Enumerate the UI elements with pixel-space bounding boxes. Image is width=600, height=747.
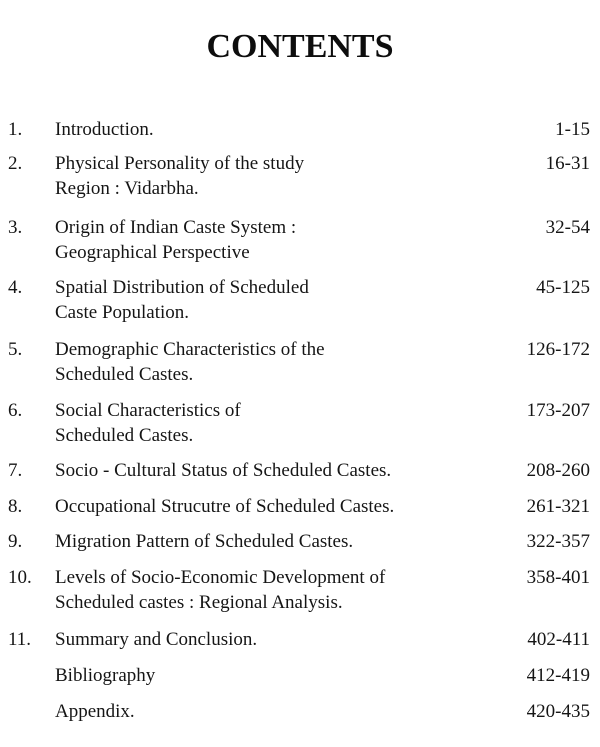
entry-number: 11. xyxy=(8,629,32,650)
entry-title-line: Caste Population. xyxy=(55,302,190,323)
entry-pages: 32-54 xyxy=(545,217,590,238)
entry-pages: 402-411 xyxy=(527,629,590,650)
entry-title xyxy=(55,494,495,519)
entry-title-line: Bibliography xyxy=(55,665,156,686)
entry-title-line: Introduction. xyxy=(55,119,154,140)
entry-number: 6. xyxy=(8,400,23,421)
entry-pages: 208-260 xyxy=(526,460,590,481)
entry-title-line: Spatial Distribution of Scheduled xyxy=(55,277,309,298)
entry-pages: 45-125 xyxy=(536,277,590,298)
entry-pages: 261-321 xyxy=(526,496,590,517)
entry-title xyxy=(55,627,495,652)
entry-title-line: Scheduled Castes. xyxy=(55,364,194,385)
entry-title-line: Socio - Cultural Status of Scheduled Castes. xyxy=(55,460,392,481)
entry-number: 5. xyxy=(8,339,23,360)
entry-title-line: Scheduled castes : Regional Analysis. xyxy=(55,592,343,613)
entry-title-line: Social Characteristics of xyxy=(55,400,241,421)
entry-title xyxy=(55,398,495,448)
entry-title xyxy=(55,565,495,615)
entry-pages: 358-401 xyxy=(526,567,590,588)
entry-title xyxy=(55,337,495,387)
entry-title-line: Summary and Conclusion. xyxy=(55,629,258,650)
entry-title xyxy=(55,151,495,201)
entry-pages: 126-172 xyxy=(526,339,590,360)
entry-number: 1. xyxy=(8,119,23,140)
entry-number: 9. xyxy=(8,531,23,552)
entry-title-line: Appendix. xyxy=(55,701,135,722)
entry-pages: 1-15 xyxy=(555,119,590,140)
entry-title-line: Occupational Strucutre of Scheduled Castes. xyxy=(55,496,395,517)
entry-number: 8. xyxy=(8,496,23,517)
entry-pages: 322-357 xyxy=(526,531,590,552)
entry-title-line: Geographical Perspective xyxy=(55,242,250,263)
entry-pages: 420-435 xyxy=(526,701,590,722)
entry-title xyxy=(55,215,495,265)
entry-number: 10. xyxy=(8,567,32,588)
entry-title xyxy=(55,117,495,142)
entry-title xyxy=(55,458,495,483)
entry-pages: 173-207 xyxy=(526,400,590,421)
entry-title xyxy=(55,529,495,554)
entry-number: 2. xyxy=(8,153,23,174)
entry-pages: 412-419 xyxy=(526,665,590,686)
entry-title-line: Origin of Indian Caste System : xyxy=(55,217,297,238)
entry-title-line: Physical Personality of the study xyxy=(55,153,305,174)
entry-number: 3. xyxy=(8,217,23,238)
entry-title-line: Demographic Characteristics of the xyxy=(55,339,325,360)
entry-title-line: Region : Vidarbha. xyxy=(55,178,199,199)
entry-number: 4. xyxy=(8,277,23,298)
entry-title-line: Migration Pattern of Scheduled Castes. xyxy=(55,531,354,552)
page-title: CONTENTS xyxy=(206,28,394,65)
entry-title-line: Levels of Socio-Economic Development of xyxy=(55,567,386,588)
entry-title xyxy=(55,663,495,688)
entry-pages: 16-31 xyxy=(545,153,590,174)
entry-number: 7. xyxy=(8,460,23,481)
entry-title xyxy=(55,699,495,724)
entry-title-line: Scheduled Castes. xyxy=(55,425,194,446)
entry-title xyxy=(55,275,495,325)
